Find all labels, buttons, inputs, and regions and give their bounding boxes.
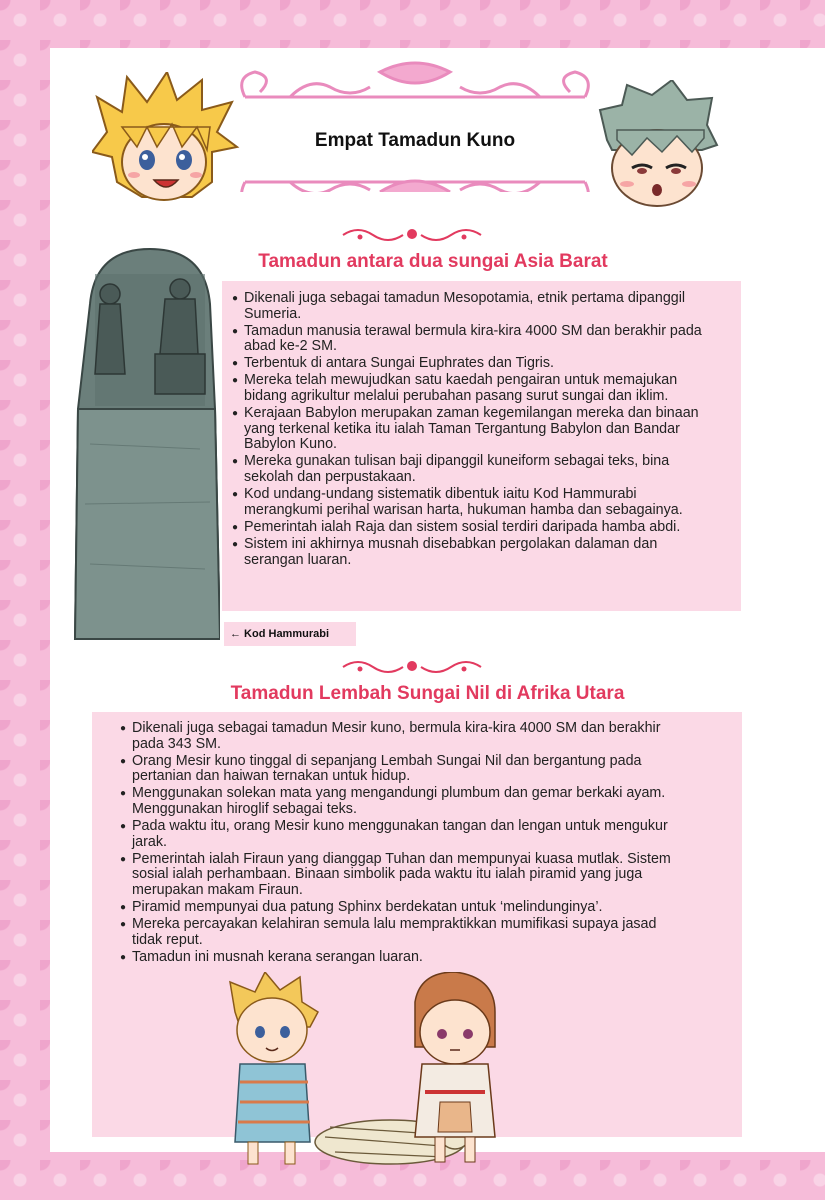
list-item: ● Kod undang-undang sistematik dibentuk iaitu Kod Hammurabi merangkumi perihal warisan harta, hukuman hamba dan sebagainya. xyxy=(232,487,717,518)
ornamental-divider xyxy=(338,223,486,245)
egypt-facts-list xyxy=(120,721,685,967)
section-heading-egypt: Tamadun Lembah Sungai Nil di Afrika Utara xyxy=(230,683,625,704)
list-item: ● Sistem ini akhirnya musnah disebabkan pergolakan dalaman dan serangan luaran. xyxy=(232,537,717,568)
stele-caption: ← Kod Hammurabi xyxy=(224,622,356,646)
list-item: ● Piramid mempunyai dua patung Sphinx berdekatan untuk ‘melindunginya’. xyxy=(120,900,685,916)
list-item: ● Orang Mesir kuno tinggal di sepanjang Lembah Sungai Nil dan bergantung pada pertanian dan haiwan ternakan untuk hidup. xyxy=(120,754,685,785)
mesopotamia-facts-list xyxy=(232,291,717,570)
ornamental-divider xyxy=(338,655,486,677)
list-item: ● Tamadun ini musnah kerana serangan luaran. xyxy=(120,950,685,966)
list-item: ● Pemerintah ialah Raja dan sistem sosial terdiri daripada hamba abdi. xyxy=(232,520,717,536)
list-item: ● Mereka percayakan kelahiran semula lalu mempraktikkan mumifikasi supaya jasad tidak reput. xyxy=(120,917,685,948)
grey-haired-boy-face-illustration xyxy=(592,80,722,210)
list-item: ● Terbentuk di antara Sungai Euphrates dan Tigris. xyxy=(232,356,717,372)
blonde-boy-face-illustration xyxy=(92,72,242,207)
list-item: ● Pemerintah ialah Firaun yang dianggap Tuhan dan mempunyai kuasa mutlak. Sistem sosial ialah perhambaan. Binaan simbolik pada waktu itu ialah piramid yang juga merupakan makam Firaun. xyxy=(120,852,685,899)
list-item: ● Kerajaan Babylon merupakan zaman kegemilangan mereka dan binaan yang terkenal ketika itu ialah Taman Tergantung Babylon dan Bandar Babylon Kuno. xyxy=(232,406,717,453)
list-item: ● Pada waktu itu, orang Mesir kuno menggunakan tangan dan lengan untuk mengukur jarak. xyxy=(120,819,685,850)
list-item: ● Dikenali juga sebagai tamadun Mesir kuno, bermula kira-kira 4000 SM dan berakhir pada 343 SM. xyxy=(120,721,685,752)
page-title: Empat Tamadun Kuno xyxy=(314,130,516,151)
hammurabi-stele-illustration xyxy=(70,244,220,646)
egyptian-characters-illustration xyxy=(210,972,510,1172)
list-item: ● Tamadun manusia terawal bermula kira-kira 4000 SM dan berakhir pada abad ke-2 SM. xyxy=(232,324,717,355)
title-ornament-frame xyxy=(230,52,600,192)
list-item: ● Mereka telah mewujudkan satu kaedah pengairan untuk memajukan bidang agrikultur melalui perubahan pasang surut sungai dan iklim. xyxy=(232,373,717,404)
list-item: ● Mereka gunakan tulisan baji dipanggil kuneiform sebagai teks, bina sekolah dan perpustakaan. xyxy=(232,454,717,485)
section-heading-mesopotamia: Tamadun antara dua sungai Asia Barat xyxy=(258,251,608,272)
list-item: ● Dikenali juga sebagai tamadun Mesopotamia, etnik pertama dipanggil Sumeria. xyxy=(232,291,717,322)
list-item: ● Menggunakan solekan mata yang mengandungi plumbum dan gemar berkaki ayam. Menggunakan hiroglif sebagai teks. xyxy=(120,786,685,817)
